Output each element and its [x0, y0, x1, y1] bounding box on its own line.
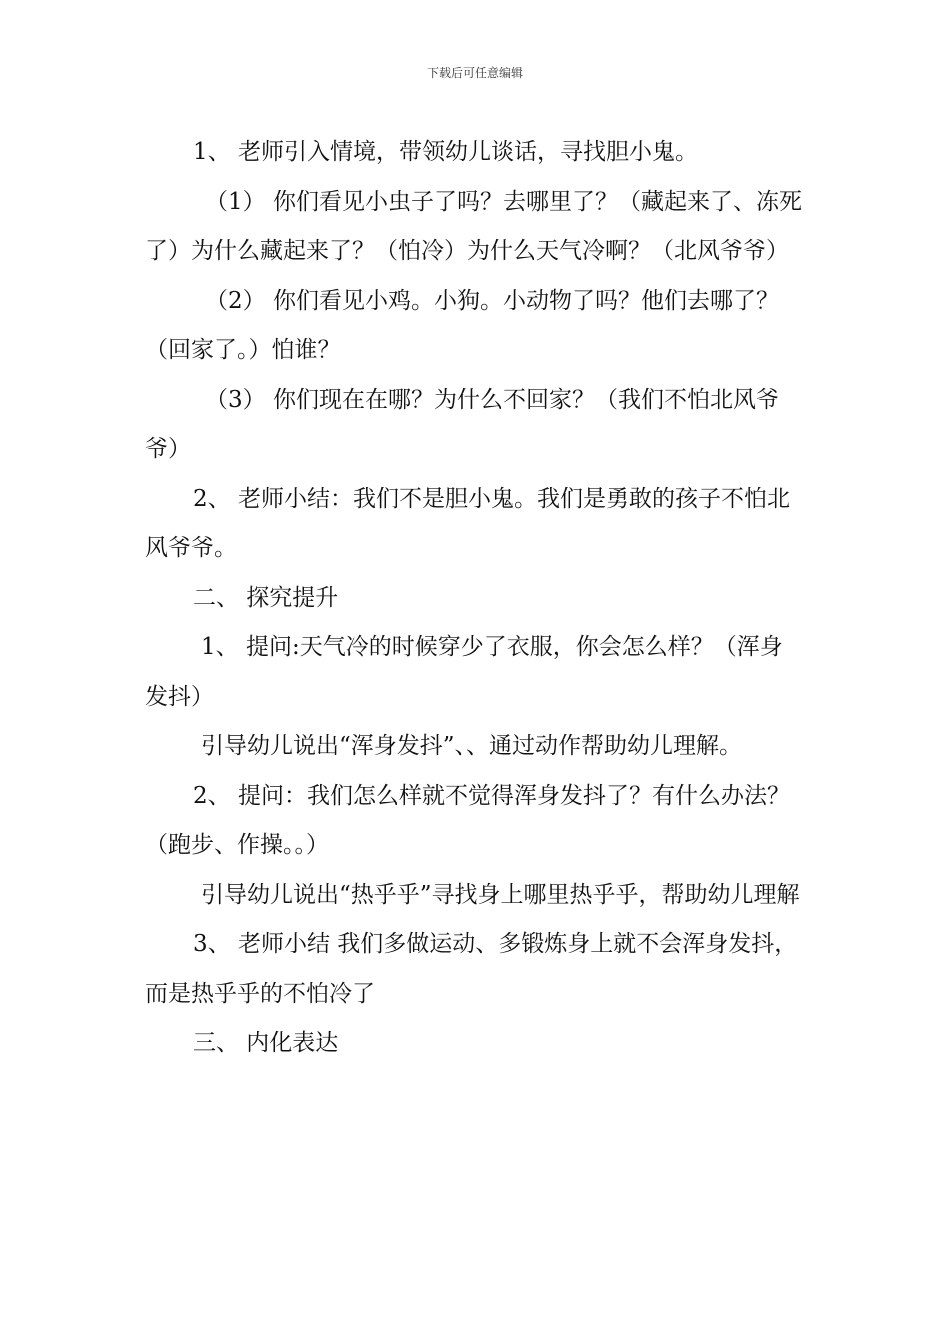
paragraph-3: （2） 你们看见小鸡。小狗。小动物了吗？他们去哪了？（回家了。）怕谁？: [145, 287, 779, 363]
paragraph-7: 1、 提问:天气冷的时候穿少了衣服，你会怎么样？（浑身发抖）: [145, 634, 783, 710]
section-heading-3: 三、 内化表达: [193, 1030, 339, 1056]
paragraph-8: 引导幼儿说出“浑身发抖”、、通过动作帮助幼儿理解。: [201, 733, 743, 759]
section-heading-2: 二、 探究提升: [193, 584, 339, 611]
paragraph-4: （3） 你们现在在哪？为什么不回家？（我们不怕北风爷爷）: [145, 386, 779, 462]
page-header: 下载后可任意编辑: [426, 66, 523, 80]
paragraph-10: 引导幼儿说出“热乎乎”寻找身上哪里热乎乎，帮助幼儿理解: [201, 881, 800, 908]
paragraph-1: 1、 老师引入情境，带领幼儿谈话，寻找胆小鬼。: [193, 139, 698, 165]
paragraph-5: 2、 老师小结：我们不是胆小鬼。我们是勇敢的孩子不怕北风爷爷。: [145, 485, 790, 561]
paragraph-11: 3、 老师小结 我们多做运动、多锻炼身上就不会浑身发抖，而是热乎乎的不怕冷了: [145, 931, 798, 1007]
paragraph-2: （1） 你们看见小虫子了吗？去哪里了？（藏起来了、冻死了）为什么藏起来了？（怕冷）为什么天气冷啊？（北风爷爷）: [145, 188, 802, 264]
document-body: [145, 128, 805, 1069]
paragraph-9: 2、 提问：我们怎么样就不觉得浑身发抖了？有什么办法？ （跑步、作操。。）: [145, 782, 790, 858]
